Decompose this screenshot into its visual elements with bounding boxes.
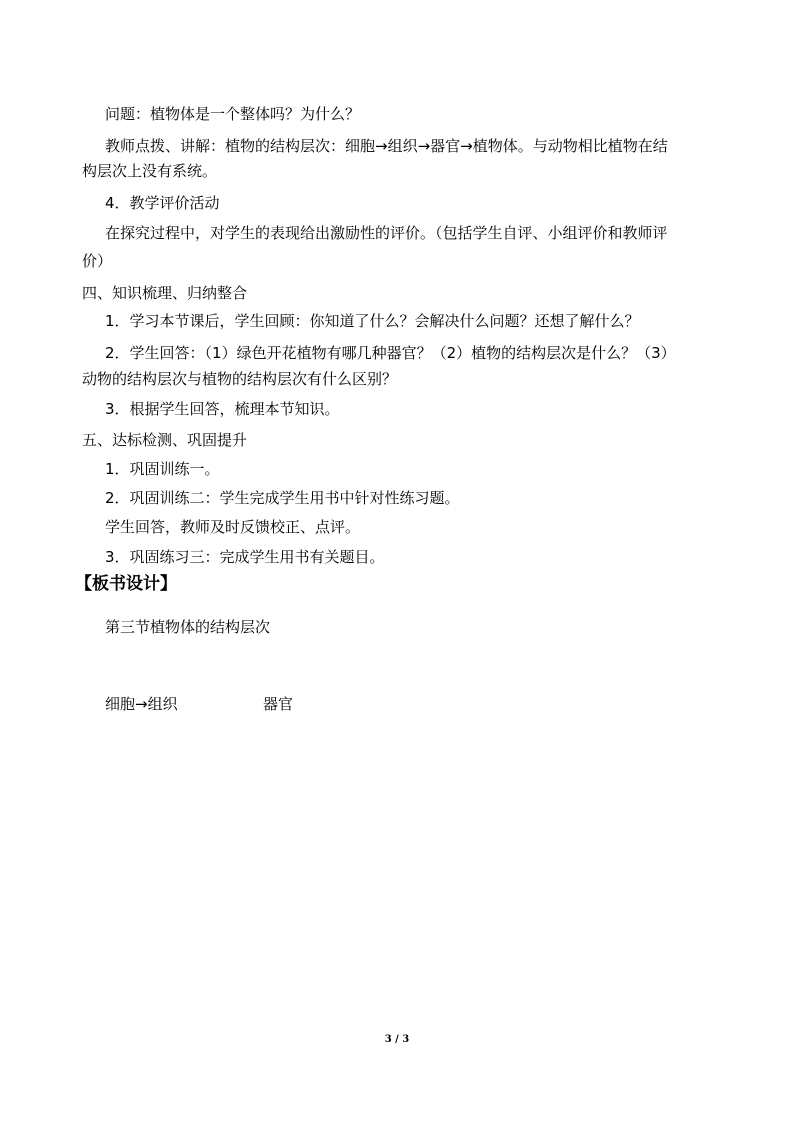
section-heading: 四、知识梳理、归纳整合 bbox=[82, 284, 248, 302]
text-line: 价） bbox=[82, 252, 113, 270]
board-flow-right: 器官 bbox=[263, 695, 294, 713]
text-line: 3．巩固练习三：完成学生用书有关题目。 bbox=[105, 548, 385, 566]
board-title: 第三节植物体的结构层次 bbox=[105, 618, 271, 636]
text-line: 在探究过程中，对学生的表现给出激励性的评价。（包括学生自评、小组评价和教师评 bbox=[105, 224, 668, 242]
text-line: 问题：植物体是一个整体吗？为什么？ bbox=[105, 105, 361, 123]
section-heading: 五、达标检测、巩固提升 bbox=[82, 431, 248, 449]
board-design-heading: 【板书设计】 bbox=[75, 574, 177, 594]
text-line: 学生回答，教师及时反馈校正、点评。 bbox=[105, 518, 361, 536]
text-line: 构层次上没有系统。 bbox=[82, 162, 218, 180]
text-line: 1．巩固训练一。 bbox=[105, 460, 220, 478]
page-number: 3 / 3 bbox=[384, 1034, 410, 1045]
text-line: 2．学生回答：（1）绿色开花植物有哪几种器官？（2）植物的结构层次是什么？（3） bbox=[105, 344, 676, 362]
text-line: 教师点拨、讲解：植物的结构层次：细胞→组织→器官→植物体。与动物相比植物在结 bbox=[105, 137, 668, 155]
text-line: 1．学习本节课后，学生回顾：你知道了什么？会解决什么问题？还想了解什么？ bbox=[105, 312, 640, 330]
board-flow-left: 细胞→组织 bbox=[105, 695, 178, 713]
text-line: 3．根据学生回答，梳理本节知识。 bbox=[105, 400, 340, 418]
text-line: 2．巩固训练二：学生完成学生用书中针对性练习题。 bbox=[105, 489, 460, 507]
text-line: 动物的结构层次与植物的结构层次有什么区别？ bbox=[82, 370, 398, 388]
text-line: 4．教学评价活动 bbox=[105, 194, 220, 212]
